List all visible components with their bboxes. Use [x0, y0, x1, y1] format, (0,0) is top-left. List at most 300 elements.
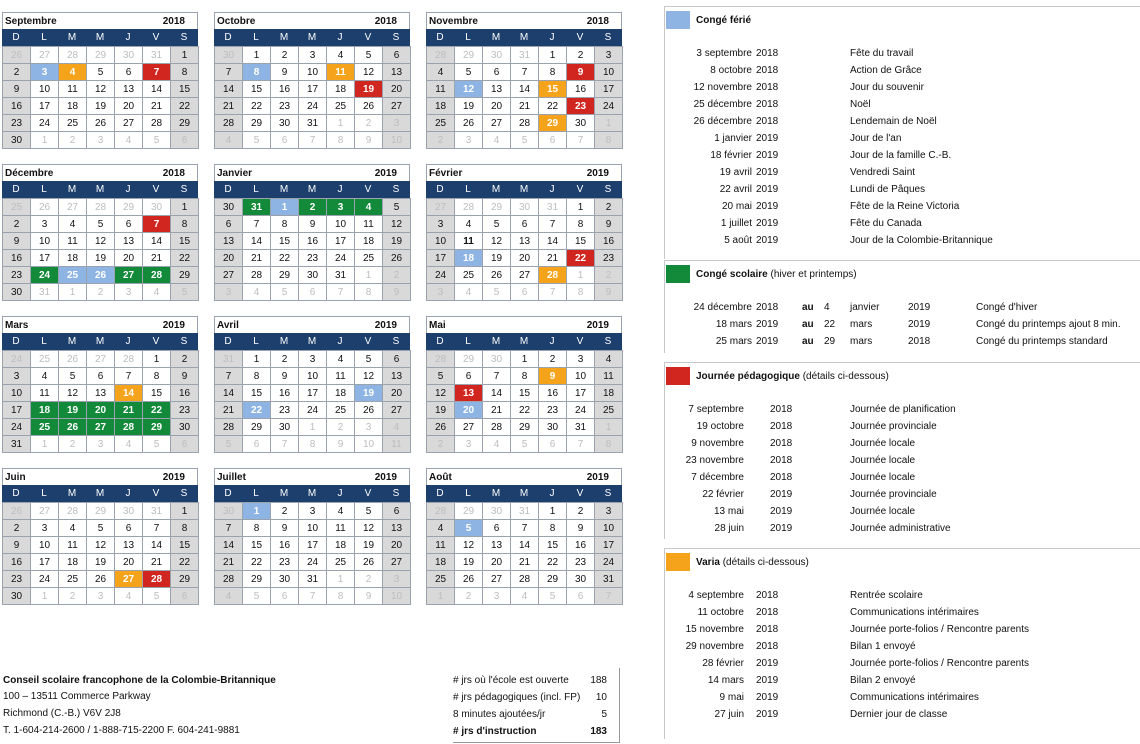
- day-cell[interactable]: 3: [30, 215, 59, 233]
- day-cell[interactable]: 8: [242, 519, 271, 537]
- day-cell[interactable]: 21: [242, 249, 271, 267]
- day-cell[interactable]: 2: [538, 350, 567, 368]
- day-cell[interactable]: 27: [482, 570, 511, 588]
- day-cell[interactable]: 16: [594, 232, 623, 250]
- day-cell[interactable]: 28: [114, 350, 143, 368]
- day-cell[interactable]: 14: [142, 80, 171, 98]
- day-cell[interactable]: 4: [114, 131, 143, 149]
- day-cell[interactable]: 22: [242, 553, 271, 571]
- day-cell[interactable]: 30: [2, 587, 31, 605]
- day-cell[interactable]: 3: [594, 46, 623, 64]
- day-cell[interactable]: 17: [566, 384, 595, 402]
- day-cell[interactable]: 9: [566, 519, 595, 537]
- day-cell[interactable]: 13: [382, 63, 411, 81]
- day-cell[interactable]: 3: [2, 367, 31, 385]
- day-cell[interactable]: 6: [170, 131, 199, 149]
- day-cell[interactable]: 6: [454, 367, 483, 385]
- day-cell[interactable]: 13: [510, 232, 539, 250]
- day-cell[interactable]: 6: [482, 519, 511, 537]
- day-cell[interactable]: 26: [454, 570, 483, 588]
- day-cell[interactable]: 24: [30, 266, 59, 284]
- day-cell[interactable]: 30: [482, 46, 511, 64]
- day-cell[interactable]: 28: [214, 418, 243, 436]
- day-cell[interactable]: 12: [354, 519, 383, 537]
- day-cell[interactable]: 30: [114, 46, 143, 64]
- day-cell[interactable]: 25: [326, 401, 355, 419]
- day-cell[interactable]: 26: [382, 249, 411, 267]
- day-cell[interactable]: 4: [58, 63, 87, 81]
- day-cell[interactable]: 29: [510, 418, 539, 436]
- day-cell[interactable]: 7: [114, 367, 143, 385]
- day-cell[interactable]: 12: [454, 80, 483, 98]
- day-cell[interactable]: 2: [270, 502, 299, 520]
- day-cell[interactable]: 23: [298, 249, 327, 267]
- day-cell[interactable]: 28: [242, 266, 271, 284]
- day-cell[interactable]: 3: [86, 587, 115, 605]
- day-cell[interactable]: 21: [510, 553, 539, 571]
- day-cell[interactable]: 21: [482, 401, 511, 419]
- day-cell[interactable]: 23: [2, 266, 31, 284]
- day-cell[interactable]: 8: [170, 519, 199, 537]
- day-cell[interactable]: 24: [566, 401, 595, 419]
- day-cell[interactable]: 11: [594, 367, 623, 385]
- day-cell[interactable]: 5: [58, 367, 87, 385]
- day-cell[interactable]: 29: [242, 114, 271, 132]
- day-cell[interactable]: 3: [326, 198, 355, 216]
- day-cell[interactable]: 2: [298, 198, 327, 216]
- day-cell[interactable]: 17: [298, 536, 327, 554]
- day-cell[interactable]: 2: [354, 570, 383, 588]
- day-cell[interactable]: 22: [566, 249, 595, 267]
- day-cell[interactable]: 2: [326, 418, 355, 436]
- day-cell[interactable]: 31: [2, 435, 31, 453]
- day-cell[interactable]: 1: [326, 114, 355, 132]
- day-cell[interactable]: 7: [142, 519, 171, 537]
- day-cell[interactable]: 18: [454, 249, 483, 267]
- day-cell[interactable]: 21: [214, 401, 243, 419]
- day-cell[interactable]: 1: [298, 418, 327, 436]
- day-cell[interactable]: 1: [142, 350, 171, 368]
- day-cell[interactable]: 24: [326, 249, 355, 267]
- day-cell[interactable]: 3: [298, 350, 327, 368]
- day-cell[interactable]: 7: [242, 215, 271, 233]
- day-cell[interactable]: 6: [510, 283, 539, 301]
- day-cell[interactable]: 10: [382, 131, 411, 149]
- day-cell[interactable]: 10: [298, 519, 327, 537]
- day-cell[interactable]: 7: [298, 587, 327, 605]
- day-cell[interactable]: 6: [170, 587, 199, 605]
- day-cell[interactable]: 25: [326, 553, 355, 571]
- day-cell[interactable]: 7: [298, 131, 327, 149]
- day-cell[interactable]: 13: [114, 80, 143, 98]
- day-cell[interactable]: 13: [214, 232, 243, 250]
- day-cell[interactable]: 30: [566, 570, 595, 588]
- day-cell[interactable]: 16: [270, 536, 299, 554]
- day-cell[interactable]: 15: [170, 80, 199, 98]
- day-cell[interactable]: 16: [566, 536, 595, 554]
- day-cell[interactable]: 18: [58, 97, 87, 115]
- day-cell[interactable]: 19: [354, 80, 383, 98]
- day-cell[interactable]: 9: [594, 283, 623, 301]
- day-cell[interactable]: 1: [242, 350, 271, 368]
- day-cell[interactable]: 8: [298, 435, 327, 453]
- day-cell[interactable]: 15: [142, 384, 171, 402]
- day-cell[interactable]: 30: [214, 502, 243, 520]
- day-cell[interactable]: 5: [214, 435, 243, 453]
- day-cell[interactable]: 17: [426, 249, 455, 267]
- day-cell[interactable]: 1: [326, 570, 355, 588]
- day-cell[interactable]: 10: [594, 63, 623, 81]
- day-cell[interactable]: 5: [482, 215, 511, 233]
- day-cell[interactable]: 25: [426, 570, 455, 588]
- day-cell[interactable]: 27: [382, 401, 411, 419]
- day-cell[interactable]: 30: [538, 418, 567, 436]
- day-cell[interactable]: 23: [270, 401, 299, 419]
- day-cell[interactable]: 26: [86, 114, 115, 132]
- day-cell[interactable]: 14: [214, 384, 243, 402]
- day-cell[interactable]: 28: [454, 198, 483, 216]
- day-cell[interactable]: 23: [538, 401, 567, 419]
- day-cell[interactable]: 23: [2, 114, 31, 132]
- day-cell[interactable]: 29: [114, 198, 143, 216]
- day-cell[interactable]: 30: [270, 114, 299, 132]
- day-cell[interactable]: 1: [566, 198, 595, 216]
- day-cell[interactable]: 18: [594, 384, 623, 402]
- day-cell[interactable]: 29: [538, 114, 567, 132]
- day-cell[interactable]: 15: [170, 536, 199, 554]
- day-cell[interactable]: 19: [354, 536, 383, 554]
- day-cell[interactable]: 5: [142, 435, 171, 453]
- day-cell[interactable]: 2: [170, 350, 199, 368]
- day-cell[interactable]: 13: [482, 80, 511, 98]
- day-cell[interactable]: 4: [354, 198, 383, 216]
- day-cell[interactable]: 14: [114, 384, 143, 402]
- day-cell[interactable]: 28: [142, 114, 171, 132]
- day-cell[interactable]: 2: [566, 46, 595, 64]
- day-cell[interactable]: 24: [30, 570, 59, 588]
- day-cell[interactable]: 10: [426, 232, 455, 250]
- day-cell[interactable]: 17: [594, 536, 623, 554]
- day-cell[interactable]: 28: [58, 46, 87, 64]
- day-cell[interactable]: 17: [594, 80, 623, 98]
- day-cell[interactable]: 29: [170, 570, 199, 588]
- day-cell[interactable]: 24: [594, 97, 623, 115]
- day-cell[interactable]: 16: [270, 384, 299, 402]
- day-cell[interactable]: 13: [114, 536, 143, 554]
- day-cell[interactable]: 18: [326, 384, 355, 402]
- day-cell[interactable]: 5: [382, 198, 411, 216]
- day-cell[interactable]: 6: [566, 587, 595, 605]
- day-cell[interactable]: 4: [114, 587, 143, 605]
- day-cell[interactable]: 22: [510, 401, 539, 419]
- day-cell[interactable]: 4: [454, 283, 483, 301]
- day-cell[interactable]: 30: [2, 131, 31, 149]
- day-cell[interactable]: 25: [58, 266, 87, 284]
- day-cell[interactable]: 9: [538, 367, 567, 385]
- day-cell[interactable]: 5: [86, 215, 115, 233]
- day-cell[interactable]: 28: [142, 266, 171, 284]
- day-cell[interactable]: 2: [354, 114, 383, 132]
- day-cell[interactable]: 9: [2, 232, 31, 250]
- day-cell[interactable]: 31: [142, 502, 171, 520]
- day-cell[interactable]: 3: [382, 114, 411, 132]
- day-cell[interactable]: 29: [270, 266, 299, 284]
- day-cell[interactable]: 4: [482, 131, 511, 149]
- day-cell[interactable]: 30: [142, 198, 171, 216]
- day-cell[interactable]: 26: [58, 350, 87, 368]
- day-cell[interactable]: 27: [114, 114, 143, 132]
- day-cell[interactable]: 19: [86, 97, 115, 115]
- day-cell[interactable]: 4: [482, 435, 511, 453]
- day-cell[interactable]: 17: [30, 249, 59, 267]
- day-cell[interactable]: 10: [594, 519, 623, 537]
- day-cell[interactable]: 7: [142, 215, 171, 233]
- day-cell[interactable]: 8: [594, 435, 623, 453]
- day-cell[interactable]: 19: [454, 97, 483, 115]
- day-cell[interactable]: 2: [594, 198, 623, 216]
- day-cell[interactable]: 1: [170, 198, 199, 216]
- day-cell[interactable]: 19: [482, 249, 511, 267]
- day-cell[interactable]: 24: [594, 553, 623, 571]
- day-cell[interactable]: 13: [114, 232, 143, 250]
- day-cell[interactable]: 25: [426, 114, 455, 132]
- day-cell[interactable]: 6: [510, 215, 539, 233]
- day-cell[interactable]: 15: [510, 384, 539, 402]
- day-cell[interactable]: 11: [454, 232, 483, 250]
- day-cell[interactable]: 10: [2, 384, 31, 402]
- day-cell[interactable]: 4: [454, 215, 483, 233]
- day-cell[interactable]: 21: [142, 553, 171, 571]
- day-cell[interactable]: 28: [426, 502, 455, 520]
- day-cell[interactable]: 22: [170, 553, 199, 571]
- day-cell[interactable]: 23: [270, 97, 299, 115]
- day-cell[interactable]: 7: [510, 63, 539, 81]
- day-cell[interactable]: 4: [58, 215, 87, 233]
- day-cell[interactable]: 9: [2, 80, 31, 98]
- day-cell[interactable]: 20: [382, 384, 411, 402]
- day-cell[interactable]: 4: [142, 283, 171, 301]
- day-cell[interactable]: 15: [242, 384, 271, 402]
- day-cell[interactable]: 10: [382, 587, 411, 605]
- day-cell[interactable]: 23: [270, 553, 299, 571]
- day-cell[interactable]: 12: [86, 232, 115, 250]
- day-cell[interactable]: 8: [354, 283, 383, 301]
- day-cell[interactable]: 19: [86, 249, 115, 267]
- day-cell[interactable]: 9: [270, 63, 299, 81]
- day-cell[interactable]: 3: [114, 283, 143, 301]
- day-cell[interactable]: 27: [382, 553, 411, 571]
- day-cell[interactable]: 2: [594, 266, 623, 284]
- day-cell[interactable]: 10: [326, 215, 355, 233]
- day-cell[interactable]: 31: [566, 418, 595, 436]
- day-cell[interactable]: 27: [30, 502, 59, 520]
- day-cell[interactable]: 3: [86, 435, 115, 453]
- day-cell[interactable]: 6: [382, 46, 411, 64]
- day-cell[interactable]: 12: [454, 536, 483, 554]
- day-cell[interactable]: 9: [326, 435, 355, 453]
- day-cell[interactable]: 28: [510, 570, 539, 588]
- day-cell[interactable]: 20: [114, 97, 143, 115]
- day-cell[interactable]: 5: [538, 587, 567, 605]
- day-cell[interactable]: 29: [454, 350, 483, 368]
- day-cell[interactable]: 1: [594, 114, 623, 132]
- day-cell[interactable]: 5: [354, 46, 383, 64]
- day-cell[interactable]: 14: [242, 232, 271, 250]
- day-cell[interactable]: 18: [426, 97, 455, 115]
- day-cell[interactable]: 1: [242, 46, 271, 64]
- day-cell[interactable]: 18: [58, 553, 87, 571]
- day-cell[interactable]: 1: [426, 587, 455, 605]
- day-cell[interactable]: 28: [58, 502, 87, 520]
- day-cell[interactable]: 3: [454, 435, 483, 453]
- day-cell[interactable]: 28: [86, 198, 115, 216]
- day-cell[interactable]: 1: [538, 502, 567, 520]
- day-cell[interactable]: 10: [298, 367, 327, 385]
- day-cell[interactable]: 18: [58, 249, 87, 267]
- day-cell[interactable]: 23: [594, 249, 623, 267]
- day-cell[interactable]: 1: [538, 46, 567, 64]
- day-cell[interactable]: 4: [214, 131, 243, 149]
- day-cell[interactable]: 1: [594, 418, 623, 436]
- day-cell[interactable]: 1: [170, 502, 199, 520]
- day-cell[interactable]: 20: [382, 536, 411, 554]
- day-cell[interactable]: 17: [298, 80, 327, 98]
- day-cell[interactable]: 28: [510, 114, 539, 132]
- day-cell[interactable]: 1: [30, 435, 59, 453]
- day-cell[interactable]: 3: [30, 519, 59, 537]
- day-cell[interactable]: 27: [86, 350, 115, 368]
- day-cell[interactable]: 27: [114, 266, 143, 284]
- day-cell[interactable]: 25: [454, 266, 483, 284]
- day-cell[interactable]: 31: [298, 114, 327, 132]
- day-cell[interactable]: 9: [566, 63, 595, 81]
- day-cell[interactable]: 12: [354, 367, 383, 385]
- day-cell[interactable]: 11: [326, 519, 355, 537]
- day-cell[interactable]: 29: [170, 266, 199, 284]
- day-cell[interactable]: 9: [594, 215, 623, 233]
- day-cell[interactable]: 6: [482, 63, 511, 81]
- day-cell[interactable]: 3: [86, 131, 115, 149]
- day-cell[interactable]: 11: [426, 80, 455, 98]
- day-cell[interactable]: 3: [594, 502, 623, 520]
- day-cell[interactable]: 18: [354, 232, 383, 250]
- day-cell[interactable]: 7: [142, 63, 171, 81]
- day-cell[interactable]: 12: [426, 384, 455, 402]
- day-cell[interactable]: 3: [454, 131, 483, 149]
- day-cell[interactable]: 4: [594, 350, 623, 368]
- day-cell[interactable]: 30: [482, 502, 511, 520]
- day-cell[interactable]: 7: [594, 587, 623, 605]
- day-cell[interactable]: 7: [214, 519, 243, 537]
- day-cell[interactable]: 27: [58, 198, 87, 216]
- day-cell[interactable]: 18: [326, 80, 355, 98]
- day-cell[interactable]: 3: [482, 587, 511, 605]
- day-cell[interactable]: 25: [326, 97, 355, 115]
- day-cell[interactable]: 3: [382, 570, 411, 588]
- day-cell[interactable]: 8: [326, 131, 355, 149]
- day-cell[interactable]: 25: [594, 401, 623, 419]
- day-cell[interactable]: 20: [86, 401, 115, 419]
- day-cell[interactable]: 2: [270, 46, 299, 64]
- day-cell[interactable]: 25: [354, 249, 383, 267]
- day-cell[interactable]: 30: [270, 418, 299, 436]
- day-cell[interactable]: 5: [142, 587, 171, 605]
- day-cell[interactable]: 27: [214, 266, 243, 284]
- day-cell[interactable]: 14: [510, 80, 539, 98]
- day-cell[interactable]: 23: [2, 570, 31, 588]
- day-cell[interactable]: 9: [298, 215, 327, 233]
- day-cell[interactable]: 8: [142, 367, 171, 385]
- day-cell[interactable]: 24: [2, 350, 31, 368]
- day-cell[interactable]: 31: [142, 46, 171, 64]
- day-cell[interactable]: 25: [30, 350, 59, 368]
- day-cell[interactable]: 30: [114, 502, 143, 520]
- day-cell[interactable]: 6: [86, 367, 115, 385]
- day-cell[interactable]: 10: [30, 536, 59, 554]
- day-cell[interactable]: 26: [354, 401, 383, 419]
- day-cell[interactable]: 11: [426, 536, 455, 554]
- day-cell[interactable]: 9: [270, 519, 299, 537]
- day-cell[interactable]: 1: [30, 131, 59, 149]
- day-cell[interactable]: 12: [86, 80, 115, 98]
- day-cell[interactable]: 23: [566, 553, 595, 571]
- day-cell[interactable]: 27: [30, 46, 59, 64]
- day-cell[interactable]: 14: [214, 80, 243, 98]
- day-cell[interactable]: 9: [170, 367, 199, 385]
- day-cell[interactable]: 1: [58, 283, 87, 301]
- day-cell[interactable]: 7: [510, 519, 539, 537]
- day-cell[interactable]: 20: [382, 80, 411, 98]
- day-cell[interactable]: 21: [214, 97, 243, 115]
- day-cell[interactable]: 3: [426, 283, 455, 301]
- day-cell[interactable]: 26: [86, 570, 115, 588]
- day-cell[interactable]: 26: [426, 418, 455, 436]
- day-cell[interactable]: 25: [30, 418, 59, 436]
- day-cell[interactable]: 26: [58, 418, 87, 436]
- day-cell[interactable]: 6: [538, 435, 567, 453]
- day-cell[interactable]: 6: [242, 435, 271, 453]
- day-cell[interactable]: 6: [114, 63, 143, 81]
- day-cell[interactable]: 16: [566, 80, 595, 98]
- day-cell[interactable]: 27: [454, 418, 483, 436]
- day-cell[interactable]: 5: [86, 63, 115, 81]
- day-cell[interactable]: 25: [58, 114, 87, 132]
- day-cell[interactable]: 6: [114, 519, 143, 537]
- day-cell[interactable]: 27: [114, 570, 143, 588]
- day-cell[interactable]: 22: [170, 249, 199, 267]
- day-cell[interactable]: 31: [326, 266, 355, 284]
- day-cell[interactable]: 6: [538, 131, 567, 149]
- day-cell[interactable]: 6: [214, 215, 243, 233]
- day-cell[interactable]: 26: [354, 553, 383, 571]
- day-cell[interactable]: 6: [114, 215, 143, 233]
- day-cell[interactable]: 26: [2, 502, 31, 520]
- day-cell[interactable]: 13: [454, 384, 483, 402]
- day-cell[interactable]: 29: [242, 418, 271, 436]
- day-cell[interactable]: 16: [270, 80, 299, 98]
- day-cell[interactable]: 21: [142, 97, 171, 115]
- day-cell[interactable]: 7: [566, 131, 595, 149]
- day-cell[interactable]: 22: [170, 97, 199, 115]
- day-cell[interactable]: 9: [382, 283, 411, 301]
- day-cell[interactable]: 2: [426, 435, 455, 453]
- day-cell[interactable]: 5: [170, 283, 199, 301]
- day-cell[interactable]: 31: [214, 350, 243, 368]
- day-cell[interactable]: 27: [86, 418, 115, 436]
- day-cell[interactable]: 29: [454, 502, 483, 520]
- day-cell[interactable]: 14: [142, 232, 171, 250]
- day-cell[interactable]: 5: [510, 131, 539, 149]
